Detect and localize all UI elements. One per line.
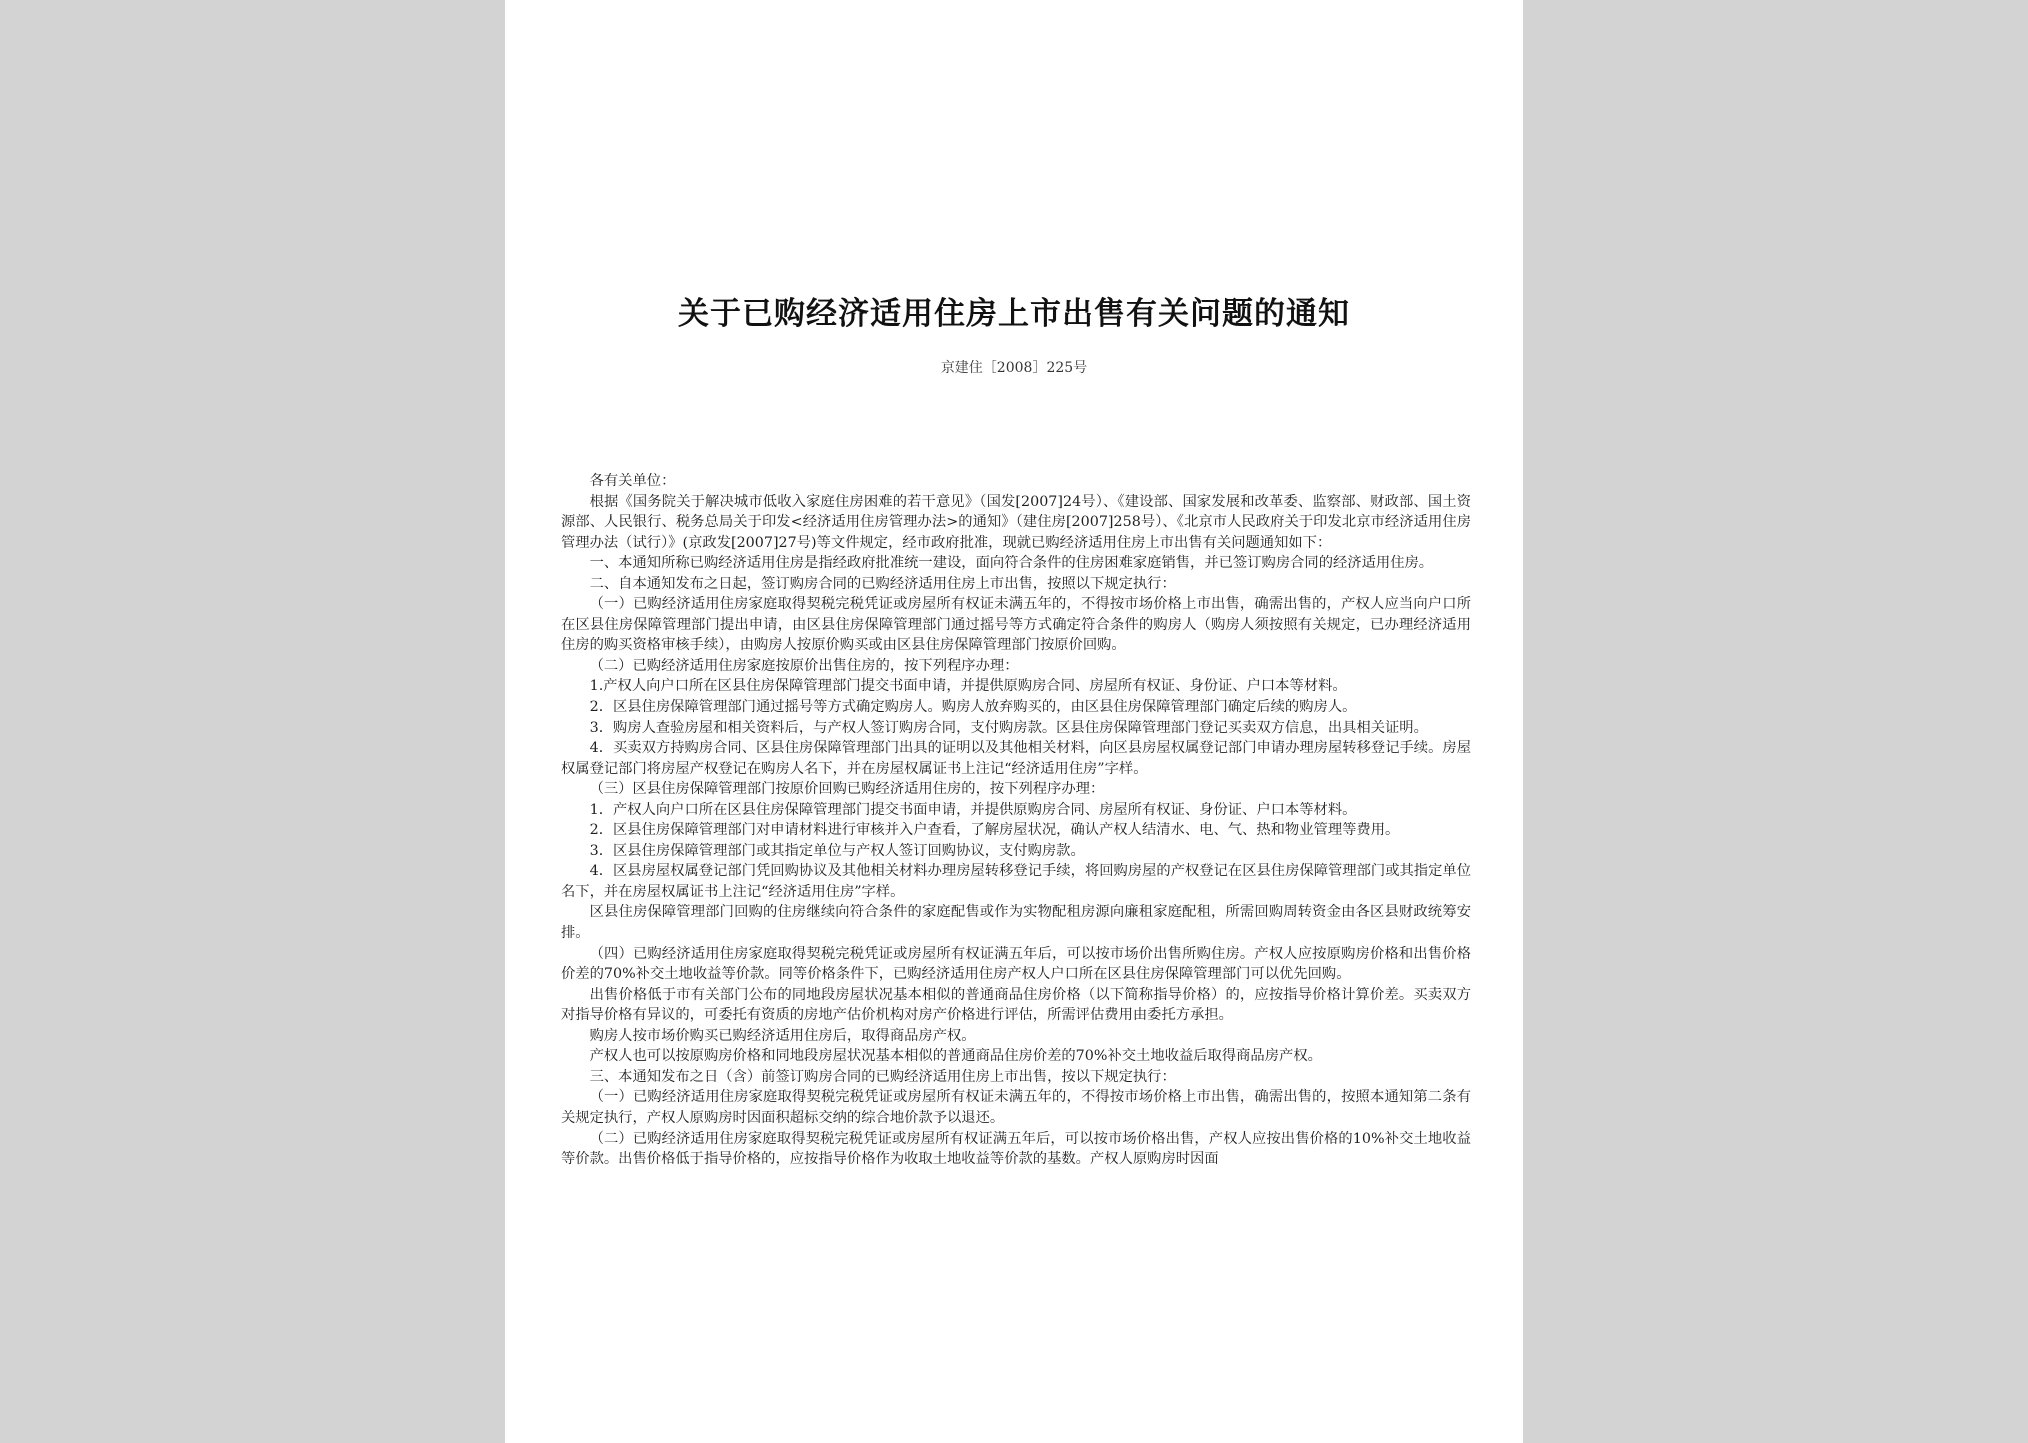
paragraph: 2．区县住房保障管理部门通过摇号等方式确定购房人。购房人放弃购买的，由区县住房保障管理部门确定后续的购房人。 xyxy=(589,699,1357,716)
document-number: 京建住［2008］225号 xyxy=(940,360,1088,376)
paragraph: 3．购房人查验房屋和相关资料后，与产权人签订购房合同，支付购房款。区县住房保障管理部门登记买卖双方信息，出具相关证明。 xyxy=(589,719,1428,736)
paragraph: （三）区县住房保障管理部门按原价回购已购经济适用住房的，按下列程序办理： xyxy=(589,781,1105,798)
paragraph: 3．区县住房保障管理部门或其指定单位与产权人签订回购协议，支付购房款。 xyxy=(589,842,1085,859)
paragraph: 购房人按市场价购买已购经济适用住房后，取得商品房产权。 xyxy=(589,1027,976,1044)
paragraph: 4．买卖双方持购房合同、区县住房保障管理部门出具的证明以及其他相关材料，向区县房屋权属登记部门申请办理房屋转移登记手续。房屋权属登记部门将房屋产权登记在购房人名下，并在房屋权属证书上注记“经济适用住房”字样。 xyxy=(561,740,1471,777)
paragraph: 4．区县房屋权属登记部门凭回购协议及其他相关材料办理房屋转移登记手续，将回购房屋的产权登记在区县住房保障管理部门或其指定单位名下，并在房屋权属证书上注记“经济适用住房”字样。 xyxy=(561,863,1471,900)
salutation: 各有关单位： xyxy=(589,473,676,489)
paragraph: 1．产权人向户口所在区县住房保障管理部门提交书面申请，并提供原购房合同、房屋所有权证、身份证、户口本等材料。 xyxy=(589,801,1357,818)
paragraph: 一、本通知所称已购经济适用住房是指经政府批准统一建设，面向符合条件的住房困难家庭销售，并已签订购房合同的经济适用住房。 xyxy=(589,555,1434,572)
paragraph: 区县住房保障管理部门回购的住房继续向符合条件的家庭配售或作为实物配租房源向廉租家庭配租，所需回购周转资金由各区县财政统筹安排。 xyxy=(561,904,1471,942)
paragraph: （一）已购经济适用住房家庭取得契税完税凭证或房屋所有权证未满五年的，不得按市场价格上市出售，确需出售的，按照本通知第二条有关规定执行，产权人原购房时因面积超标交纳的综合地价款予以退还。 xyxy=(561,1089,1471,1126)
paragraph: （四）已购经济适用住房家庭取得契税完税凭证或房屋所有权证满五年后，可以按市场价出售所购住房。产权人应按原购房价格和出售价格价差的70%补交土地收益等价款。同等价格条件下，已购经济适用住房产权人户口所在区县住房保障管理部门可以优先回购。 xyxy=(561,945,1471,983)
paragraph: （二）已购经济适用住房家庭取得契税完税凭证或房屋所有权证满五年后，可以按市场价格出售，产权人应按出售价格的10%补交土地收益等价款。出售价格低于指导价格的，应按指导价格作为收取土地收益等价款的基数。产权人原购房时因面 xyxy=(561,1130,1471,1168)
paragraph: 三、本通知发布之日（含）前签订购房合同的已购经济适用住房上市出售，按以下规定执行： xyxy=(589,1068,1176,1085)
paragraph: （一）已购经济适用住房家庭取得契税完税凭证或房屋所有权证未满五年的，不得按市场价格上市出售，确需出售的，产权人应当向户口所在区县住房保障管理部门提出申请，由区县住房保障管理部门通过摇号等方式确定符合条件的购房人（购房人须按照有关规定，已办理经济适用住房的购买资格审核手续），由购房人按原价购买或由区县住房保障管理部门按原价回购。 xyxy=(561,596,1471,654)
document-body xyxy=(561,471,1471,1170)
paragraph: 出售价格低于市有关部门公布的同地段房屋状况基本相似的普通商品住房价格（以下简称指导价格）的，应按指导价格计算价差。买卖双方对指导价格有异议的，可委托有资质的房地产估价机构对房产价格进行评估，所需评估费用由委托方承担。 xyxy=(561,986,1471,1024)
paragraph: （二）已购经济适用住房家庭按原价出售住房的，按下列程序办理： xyxy=(589,657,1019,674)
document-title: 关于已购经济适用住房上市出售有关问题的通知 xyxy=(678,296,1350,332)
paragraph: 1.产权人向户口所在区县住房保障管理部门提交书面申请，并提供原购房合同、房屋所有权证、身份证、户口本等材料。 xyxy=(589,678,1347,695)
paragraph: 根据《国务院关于解决城市低收入家庭住房困难的若干意见》（国发[2007]24号）、《建设部、国家发展和改革委、监察部、财政部、国土资源部、人民银行、税务总局关于印发<经济适用住房管理办法>的通知》（建住房[2007]258号）、《北京市人民政府关于印发北京市经济适用住房管理办法（试行）》(京政发[2007]27号)等文件规定，经市政府批准，现就已购经济适用住房上市出售有关问题通知如下： xyxy=(561,493,1471,551)
paragraph: 二、自本通知发布之日起，签订购房合同的已购经济适用住房上市出售，按照以下规定执行： xyxy=(589,575,1176,592)
document-page xyxy=(505,0,1523,1443)
paragraph: 产权人也可以按原购房价格和同地段房屋状况基本相似的普通商品住房价差的70%补交土地收益后取得商品房产权。 xyxy=(589,1048,1322,1065)
paragraph: 2．区县住房保障管理部门对申请材料进行审核并入户查看，了解房屋状况，确认产权人结清水、电、气、热和物业管理等费用。 xyxy=(589,822,1400,839)
